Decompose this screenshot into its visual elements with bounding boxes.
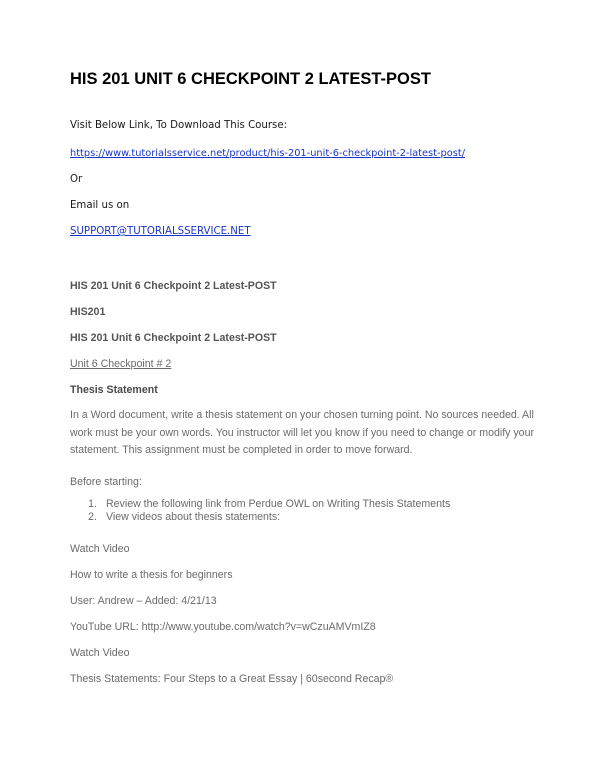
visit-text: Visit Below Link, To Download This Course: — [70, 120, 288, 131]
step-number: 2. — [88, 511, 97, 523]
steps-list — [70, 498, 450, 524]
email-text: Email us on — [70, 200, 130, 211]
video-title: Thesis Statements: Four Steps to a Great Essay | 60second Recap® — [70, 673, 394, 685]
video-url: YouTube URL: http://www.youtube.com/watch?v=wCzuAMVmIZ8 — [70, 621, 376, 633]
support-email-link[interactable]: SUPPORT@TUTORIALSSERVICE.NET — [70, 226, 251, 237]
step-text: Review the following link from Perdue OWL on Writing Thesis Statements — [106, 498, 451, 510]
step-number: 1. — [88, 498, 97, 510]
document-title: HIS 201 UNIT 6 CHECKPOINT 2 LATEST-POST — [70, 70, 431, 88]
course-link[interactable]: https://www.tutorialsservice.net/product/his-201-unit-6-checkpoint-2-latest-post/ — [70, 148, 465, 159]
watch-video-label: Watch Video — [70, 647, 130, 659]
video-title: How to write a thesis for beginners — [70, 569, 233, 581]
watch-video-label: Watch Video — [70, 543, 130, 555]
assignment-instructions: In a Word document, write a thesis statement on your chosen turning point. No sources needed. All work must be your own words. You instructor will let you know if you need to change or modify your statement. This assignment must be completed in order to move forward. — [70, 409, 534, 456]
step-item — [70, 511, 450, 524]
video-user-info: User: Andrew – Added: 4/21/13 — [70, 595, 217, 607]
step-item — [70, 498, 450, 511]
before-starting-label: Before starting: — [70, 476, 142, 488]
or-text: Or — [70, 174, 83, 185]
heading-latest-post: HIS 201 Unit 6 Checkpoint 2 Latest-POST — [70, 280, 277, 292]
thesis-statement-heading: Thesis Statement — [70, 384, 158, 396]
heading-latest-post-repeat: HIS 201 Unit 6 Checkpoint 2 Latest-POST — [70, 332, 277, 344]
step-text: View videos about thesis statements: — [106, 511, 281, 523]
heading-course-code: HIS201 — [70, 306, 106, 318]
checkpoint-link[interactable]: Unit 6 Checkpoint # 2 — [70, 358, 172, 370]
